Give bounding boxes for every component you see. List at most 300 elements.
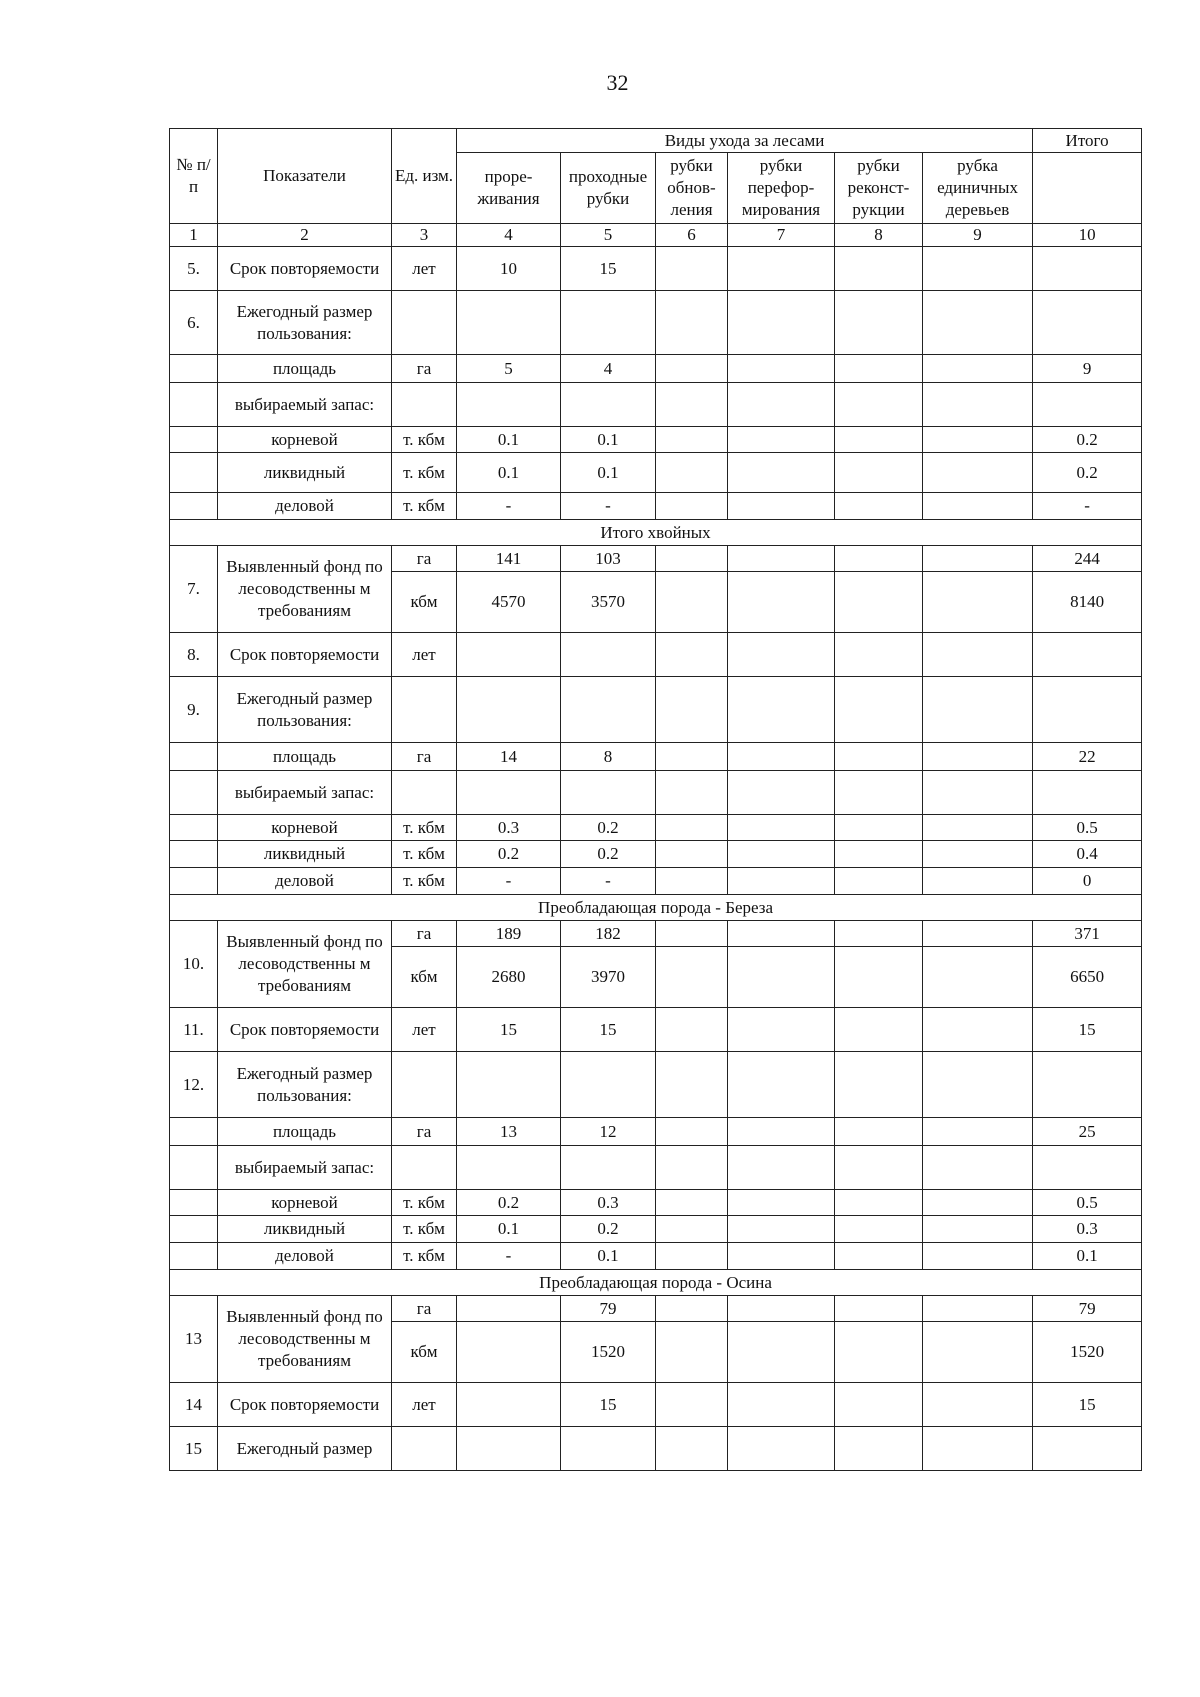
indicator-name: Выявленный фонд по лесоводственны м требованиям <box>218 921 392 1008</box>
value-total: 0 <box>1033 868 1142 895</box>
empty-cell <box>835 1427 923 1471</box>
row-number: 5. <box>170 247 218 291</box>
empty-cell <box>923 1052 1033 1118</box>
table-row <box>170 1190 1142 1216</box>
header-indicator: Показатели <box>218 129 392 224</box>
value-total: 0.5 <box>1033 815 1142 841</box>
row-number <box>170 868 218 895</box>
empty-cell <box>923 1383 1033 1427</box>
empty-cell <box>835 1190 923 1216</box>
value-passage-cutting: 12 <box>561 1118 656 1146</box>
header-renewal-cutting: рубки обнов-ления <box>656 153 728 224</box>
empty-cell <box>656 355 728 383</box>
value-total <box>1033 633 1142 677</box>
column-numbers-row <box>170 224 1142 247</box>
empty-cell <box>728 1146 835 1190</box>
empty-cell <box>835 771 923 815</box>
value-total: 0.4 <box>1033 841 1142 868</box>
value-passage-cutting: 4 <box>561 355 656 383</box>
unit: лет <box>392 247 457 291</box>
indicator-name: площадь <box>218 355 392 383</box>
empty-cell <box>923 1008 1033 1052</box>
value-total: - <box>1033 493 1142 520</box>
empty-cell <box>835 1146 923 1190</box>
indicator-name: выбираемый запас: <box>218 1146 392 1190</box>
table-row <box>170 383 1142 427</box>
value-total <box>1033 1427 1142 1471</box>
empty-cell <box>835 677 923 743</box>
value-total: 25 <box>1033 1118 1142 1146</box>
value-thinning: 15 <box>457 1008 561 1052</box>
value-thinning: 0.2 <box>457 841 561 868</box>
table-row <box>170 427 1142 453</box>
column-number: 9 <box>923 224 1033 247</box>
empty-cell <box>728 1383 835 1427</box>
indicator-name: деловой <box>218 1243 392 1270</box>
indicator-name: площадь <box>218 1118 392 1146</box>
value-total: 244 <box>1033 546 1142 572</box>
indicator-name: Срок повторяемости <box>218 247 392 291</box>
table-row <box>170 841 1142 868</box>
table-row <box>170 493 1142 520</box>
value-total: 79 <box>1033 1296 1142 1322</box>
table-row <box>170 771 1142 815</box>
empty-cell <box>923 291 1033 355</box>
table-row <box>170 1052 1142 1118</box>
value-passage-cutting <box>561 383 656 427</box>
unit: га <box>392 1296 457 1322</box>
empty-cell <box>728 453 835 493</box>
unit <box>392 1146 457 1190</box>
value-thinning: - <box>457 868 561 895</box>
table-row <box>170 1146 1142 1190</box>
empty-cell <box>728 1427 835 1471</box>
header-unit: Ед. изм. <box>392 129 457 224</box>
empty-cell <box>923 1427 1033 1471</box>
empty-cell <box>728 815 835 841</box>
empty-cell <box>656 1296 728 1322</box>
indicator-name: выбираемый запас: <box>218 383 392 427</box>
empty-cell <box>923 868 1033 895</box>
row-number <box>170 1146 218 1190</box>
page-number: 32 <box>606 70 629 95</box>
empty-cell <box>728 743 835 771</box>
header-num: № п/п <box>170 129 218 224</box>
empty-cell <box>656 1427 728 1471</box>
empty-cell <box>835 1296 923 1322</box>
unit: т. кбм <box>392 493 457 520</box>
unit: т. кбм <box>392 1243 457 1270</box>
column-number: 1 <box>170 224 218 247</box>
table-row <box>170 677 1142 743</box>
table-row <box>170 1296 1142 1322</box>
empty-cell <box>728 947 835 1008</box>
header-total-empty <box>1033 153 1142 224</box>
row-number <box>170 383 218 427</box>
empty-cell <box>656 1052 728 1118</box>
empty-cell <box>835 427 923 453</box>
forest-care-table <box>169 128 1142 1471</box>
empty-cell <box>835 247 923 291</box>
value-thinning <box>457 383 561 427</box>
empty-cell <box>835 841 923 868</box>
empty-cell <box>835 1322 923 1383</box>
value-thinning: 10 <box>457 247 561 291</box>
empty-cell <box>923 383 1033 427</box>
empty-cell <box>656 921 728 947</box>
column-number: 10 <box>1033 224 1142 247</box>
empty-cell <box>656 493 728 520</box>
empty-cell <box>728 1322 835 1383</box>
row-number: 11. <box>170 1008 218 1052</box>
indicator-name: ликвидный <box>218 1216 392 1243</box>
empty-cell <box>728 841 835 868</box>
unit: т. кбм <box>392 453 457 493</box>
value-passage-cutting: 3570 <box>561 572 656 633</box>
unit: т. кбм <box>392 427 457 453</box>
row-number: 12. <box>170 1052 218 1118</box>
value-thinning <box>457 1296 561 1322</box>
indicator-name: Выявленный фонд по лесоводственны м требованиям <box>218 546 392 633</box>
value-passage-cutting: 15 <box>561 247 656 291</box>
value-thinning <box>457 291 561 355</box>
empty-cell <box>923 771 1033 815</box>
empty-cell <box>728 1243 835 1270</box>
empty-cell <box>923 677 1033 743</box>
section-title: Итого хвойных <box>170 520 1142 546</box>
header-care-types-group: Виды ухода за лесами <box>457 129 1033 153</box>
value-passage-cutting: 79 <box>561 1296 656 1322</box>
unit: т. кбм <box>392 815 457 841</box>
empty-cell <box>835 921 923 947</box>
indicator-name: Ежегодный размер пользования: <box>218 677 392 743</box>
empty-cell <box>728 291 835 355</box>
empty-cell <box>923 1118 1033 1146</box>
unit <box>392 291 457 355</box>
empty-cell <box>656 546 728 572</box>
empty-cell <box>923 1322 1033 1383</box>
value-total <box>1033 247 1142 291</box>
unit: кбм <box>392 572 457 633</box>
unit: га <box>392 546 457 572</box>
column-number: 4 <box>457 224 561 247</box>
value-thinning <box>457 633 561 677</box>
empty-cell <box>656 453 728 493</box>
empty-cell <box>835 355 923 383</box>
unit: кбм <box>392 947 457 1008</box>
empty-cell <box>923 427 1033 453</box>
table-row <box>170 1383 1142 1427</box>
row-number <box>170 771 218 815</box>
empty-cell <box>656 1243 728 1270</box>
empty-cell <box>656 1383 728 1427</box>
empty-cell <box>923 453 1033 493</box>
value-thinning: 141 <box>457 546 561 572</box>
empty-cell <box>656 427 728 453</box>
empty-cell <box>656 815 728 841</box>
unit: лет <box>392 1008 457 1052</box>
section-title: Преобладающая порода - Береза <box>170 895 1142 921</box>
column-number: 7 <box>728 224 835 247</box>
indicator-name: Выявленный фонд по лесоводственны м требованиям <box>218 1296 392 1383</box>
empty-cell <box>728 355 835 383</box>
unit: т. кбм <box>392 1216 457 1243</box>
value-passage-cutting: - <box>561 493 656 520</box>
value-thinning <box>457 677 561 743</box>
value-passage-cutting: 8 <box>561 743 656 771</box>
empty-cell <box>923 1296 1033 1322</box>
table-row <box>170 453 1142 493</box>
empty-cell <box>835 1243 923 1270</box>
row-number <box>170 453 218 493</box>
value-total: 0.3 <box>1033 1216 1142 1243</box>
table-row <box>170 291 1142 355</box>
header-passage-cutting: проходные рубки <box>561 153 656 224</box>
empty-cell <box>835 453 923 493</box>
section-aspen-row <box>170 1270 1142 1296</box>
unit: лет <box>392 1383 457 1427</box>
value-thinning: 0.2 <box>457 1190 561 1216</box>
empty-cell <box>656 1008 728 1052</box>
empty-cell <box>656 743 728 771</box>
value-thinning: 0.1 <box>457 427 561 453</box>
unit: т. кбм <box>392 868 457 895</box>
empty-cell <box>835 1216 923 1243</box>
empty-cell <box>923 546 1033 572</box>
empty-cell <box>923 1243 1033 1270</box>
indicator-name: корневой <box>218 815 392 841</box>
unit: га <box>392 1118 457 1146</box>
value-total: 1520 <box>1033 1322 1142 1383</box>
empty-cell <box>728 771 835 815</box>
empty-cell <box>835 743 923 771</box>
row-number <box>170 355 218 383</box>
row-number: 13 <box>170 1296 218 1383</box>
empty-cell <box>923 1190 1033 1216</box>
value-passage-cutting <box>561 1146 656 1190</box>
value-total: 6650 <box>1033 947 1142 1008</box>
value-total: 15 <box>1033 1008 1142 1052</box>
empty-cell <box>656 1190 728 1216</box>
empty-cell <box>656 841 728 868</box>
empty-cell <box>728 1190 835 1216</box>
value-passage-cutting <box>561 771 656 815</box>
value-thinning: - <box>457 1243 561 1270</box>
unit <box>392 1427 457 1471</box>
table-row <box>170 1008 1142 1052</box>
indicator-name: Срок повторяемости <box>218 1008 392 1052</box>
value-passage-cutting: - <box>561 868 656 895</box>
empty-cell <box>923 815 1033 841</box>
empty-cell <box>728 1118 835 1146</box>
value-thinning: 189 <box>457 921 561 947</box>
value-total <box>1033 291 1142 355</box>
value-passage-cutting: 0.1 <box>561 1243 656 1270</box>
empty-cell <box>923 1146 1033 1190</box>
value-thinning: 14 <box>457 743 561 771</box>
unit <box>392 383 457 427</box>
header-single-tree-cutting: рубка единичных деревьев <box>923 153 1033 224</box>
empty-cell <box>728 546 835 572</box>
unit <box>392 677 457 743</box>
empty-cell <box>923 947 1033 1008</box>
empty-cell <box>656 572 728 633</box>
empty-cell <box>728 677 835 743</box>
value-thinning: 0.1 <box>457 453 561 493</box>
empty-cell <box>923 841 1033 868</box>
unit: т. кбм <box>392 1190 457 1216</box>
empty-cell <box>728 868 835 895</box>
unit: кбм <box>392 1322 457 1383</box>
indicator-name: ликвидный <box>218 841 392 868</box>
value-passage-cutting <box>561 677 656 743</box>
value-passage-cutting: 0.2 <box>561 841 656 868</box>
value-passage-cutting: 0.3 <box>561 1190 656 1216</box>
empty-cell <box>923 921 1033 947</box>
header-reconstruction-cutting: рубки реконст-рукции <box>835 153 923 224</box>
value-thinning: 2680 <box>457 947 561 1008</box>
empty-cell <box>923 493 1033 520</box>
empty-cell <box>656 633 728 677</box>
value-total: 371 <box>1033 921 1142 947</box>
value-passage-cutting: 103 <box>561 546 656 572</box>
unit: га <box>392 355 457 383</box>
table-row <box>170 247 1142 291</box>
value-thinning: 13 <box>457 1118 561 1146</box>
row-number: 14 <box>170 1383 218 1427</box>
empty-cell <box>923 247 1033 291</box>
row-number: 7. <box>170 546 218 633</box>
empty-cell <box>835 947 923 1008</box>
empty-cell <box>656 1146 728 1190</box>
table-body <box>170 129 1142 1471</box>
indicator-name: Ежегодный размер <box>218 1427 392 1471</box>
empty-cell <box>835 493 923 520</box>
section-birch-row <box>170 895 1142 921</box>
empty-cell <box>835 291 923 355</box>
empty-cell <box>656 383 728 427</box>
value-thinning: 5 <box>457 355 561 383</box>
unit: га <box>392 743 457 771</box>
row-number: 10. <box>170 921 218 1008</box>
table-row <box>170 1216 1142 1243</box>
row-number <box>170 1243 218 1270</box>
value-thinning <box>457 1322 561 1383</box>
indicator-name: Ежегодный размер пользования: <box>218 291 392 355</box>
empty-cell <box>728 1008 835 1052</box>
section-conifers-row <box>170 520 1142 546</box>
value-passage-cutting <box>561 1427 656 1471</box>
table-row <box>170 355 1142 383</box>
unit <box>392 771 457 815</box>
row-number <box>170 841 218 868</box>
header-reforming-cutting: рубки перефор-мирования <box>728 153 835 224</box>
empty-cell <box>656 1216 728 1243</box>
value-passage-cutting: 0.2 <box>561 1216 656 1243</box>
indicator-name: ликвидный <box>218 453 392 493</box>
table-row <box>170 868 1142 895</box>
value-total: 0.2 <box>1033 427 1142 453</box>
value-passage-cutting: 15 <box>561 1383 656 1427</box>
value-passage-cutting: 3970 <box>561 947 656 1008</box>
value-passage-cutting <box>561 1052 656 1118</box>
indicator-name: корневой <box>218 427 392 453</box>
empty-cell <box>835 1008 923 1052</box>
unit: лет <box>392 633 457 677</box>
value-thinning: 0.1 <box>457 1216 561 1243</box>
empty-cell <box>923 355 1033 383</box>
empty-cell <box>728 1296 835 1322</box>
empty-cell <box>728 921 835 947</box>
row-number <box>170 1216 218 1243</box>
value-passage-cutting: 0.2 <box>561 815 656 841</box>
value-total: 0.5 <box>1033 1190 1142 1216</box>
empty-cell <box>728 493 835 520</box>
unit: га <box>392 921 457 947</box>
value-passage-cutting: 182 <box>561 921 656 947</box>
section-title: Преобладающая порода - Осина <box>170 1270 1142 1296</box>
unit: т. кбм <box>392 841 457 868</box>
empty-cell <box>835 383 923 427</box>
table-row <box>170 743 1142 771</box>
value-total: 0.1 <box>1033 1243 1142 1270</box>
empty-cell <box>728 1216 835 1243</box>
indicator-name: Срок повторяемости <box>218 1383 392 1427</box>
value-total: 22 <box>1033 743 1142 771</box>
column-number: 3 <box>392 224 457 247</box>
empty-cell <box>923 743 1033 771</box>
value-total: 9 <box>1033 355 1142 383</box>
empty-cell <box>835 1052 923 1118</box>
empty-cell <box>728 1052 835 1118</box>
indicator-name: деловой <box>218 493 392 520</box>
table-row <box>170 1118 1142 1146</box>
row-number: 15 <box>170 1427 218 1471</box>
empty-cell <box>656 1118 728 1146</box>
table-row <box>170 546 1142 572</box>
empty-cell <box>728 633 835 677</box>
value-thinning <box>457 1427 561 1471</box>
value-passage-cutting: 15 <box>561 1008 656 1052</box>
table-row <box>170 1427 1142 1471</box>
empty-cell <box>728 247 835 291</box>
empty-cell <box>728 572 835 633</box>
value-thinning <box>457 1383 561 1427</box>
indicator-name: Ежегодный размер пользования: <box>218 1052 392 1118</box>
empty-cell <box>656 247 728 291</box>
header-thinning: проре-живания <box>457 153 561 224</box>
empty-cell <box>835 633 923 677</box>
column-number: 5 <box>561 224 656 247</box>
value-total <box>1033 1052 1142 1118</box>
value-thinning: 0.3 <box>457 815 561 841</box>
value-thinning <box>457 771 561 815</box>
value-passage-cutting: 0.1 <box>561 427 656 453</box>
empty-cell <box>656 771 728 815</box>
empty-cell <box>923 1216 1033 1243</box>
value-total <box>1033 677 1142 743</box>
empty-cell <box>835 546 923 572</box>
header-total: Итого <box>1033 129 1142 153</box>
indicator-name: деловой <box>218 868 392 895</box>
header-row-top <box>170 129 1142 153</box>
row-number: 9. <box>170 677 218 743</box>
table-row <box>170 815 1142 841</box>
table-row <box>170 633 1142 677</box>
value-total <box>1033 383 1142 427</box>
row-number: 6. <box>170 291 218 355</box>
value-total <box>1033 1146 1142 1190</box>
